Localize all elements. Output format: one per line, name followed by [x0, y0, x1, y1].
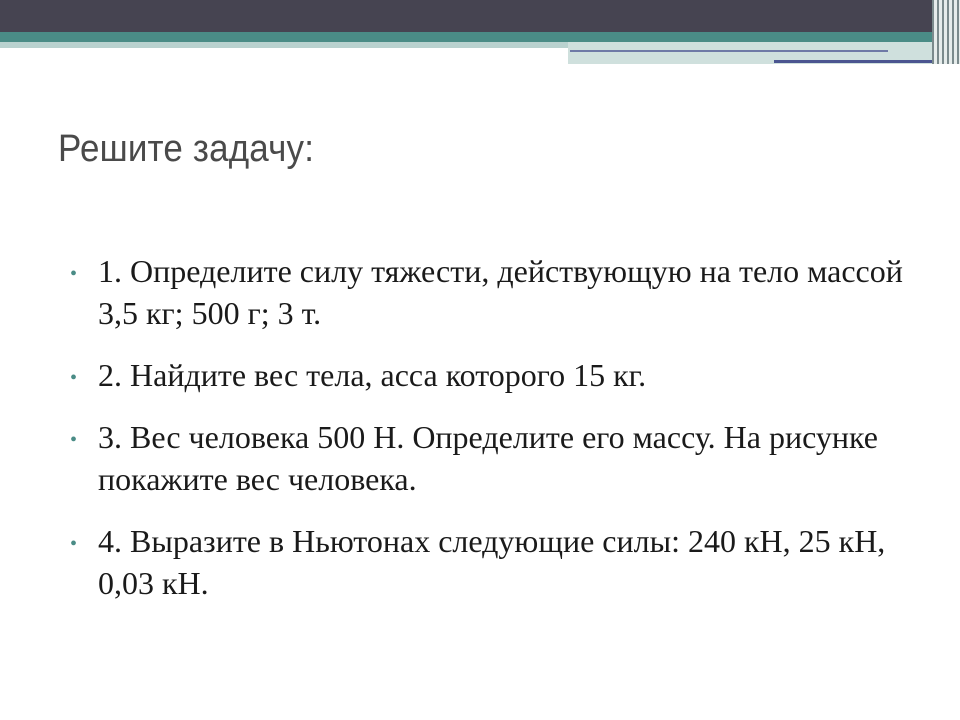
light-band	[0, 42, 568, 48]
task-item	[70, 250, 910, 334]
bullet-icon: •	[70, 533, 78, 555]
task-item	[70, 520, 910, 604]
task-item	[70, 416, 910, 500]
task-text: 2. Найдите вес тела, асса которого 15 кг.	[98, 357, 647, 393]
top-bar	[0, 0, 960, 32]
decor-line	[570, 50, 888, 52]
task-text: 4. Выразите в Ньютонах следующие силы: 240 кН, 25 кН, 0,03 кН.	[98, 523, 886, 601]
task-text: 1. Определите силу тяжести, действующую на тело массой 3,5 кг; 500 г; 3 т.	[98, 253, 903, 331]
bullet-icon: •	[70, 263, 78, 285]
decor-stripes	[932, 0, 960, 64]
bullet-icon: •	[70, 367, 78, 389]
teal-band	[0, 32, 960, 42]
task-text: 3. Вес человека 500 Н. Определите его массу. На рисунке покажите вес человека.	[98, 419, 878, 497]
bullet-icon: •	[70, 429, 78, 451]
decor-line	[774, 60, 940, 63]
task-item	[70, 354, 910, 396]
task-list	[70, 250, 910, 624]
slide-title: Решите задачу:	[58, 128, 315, 170]
